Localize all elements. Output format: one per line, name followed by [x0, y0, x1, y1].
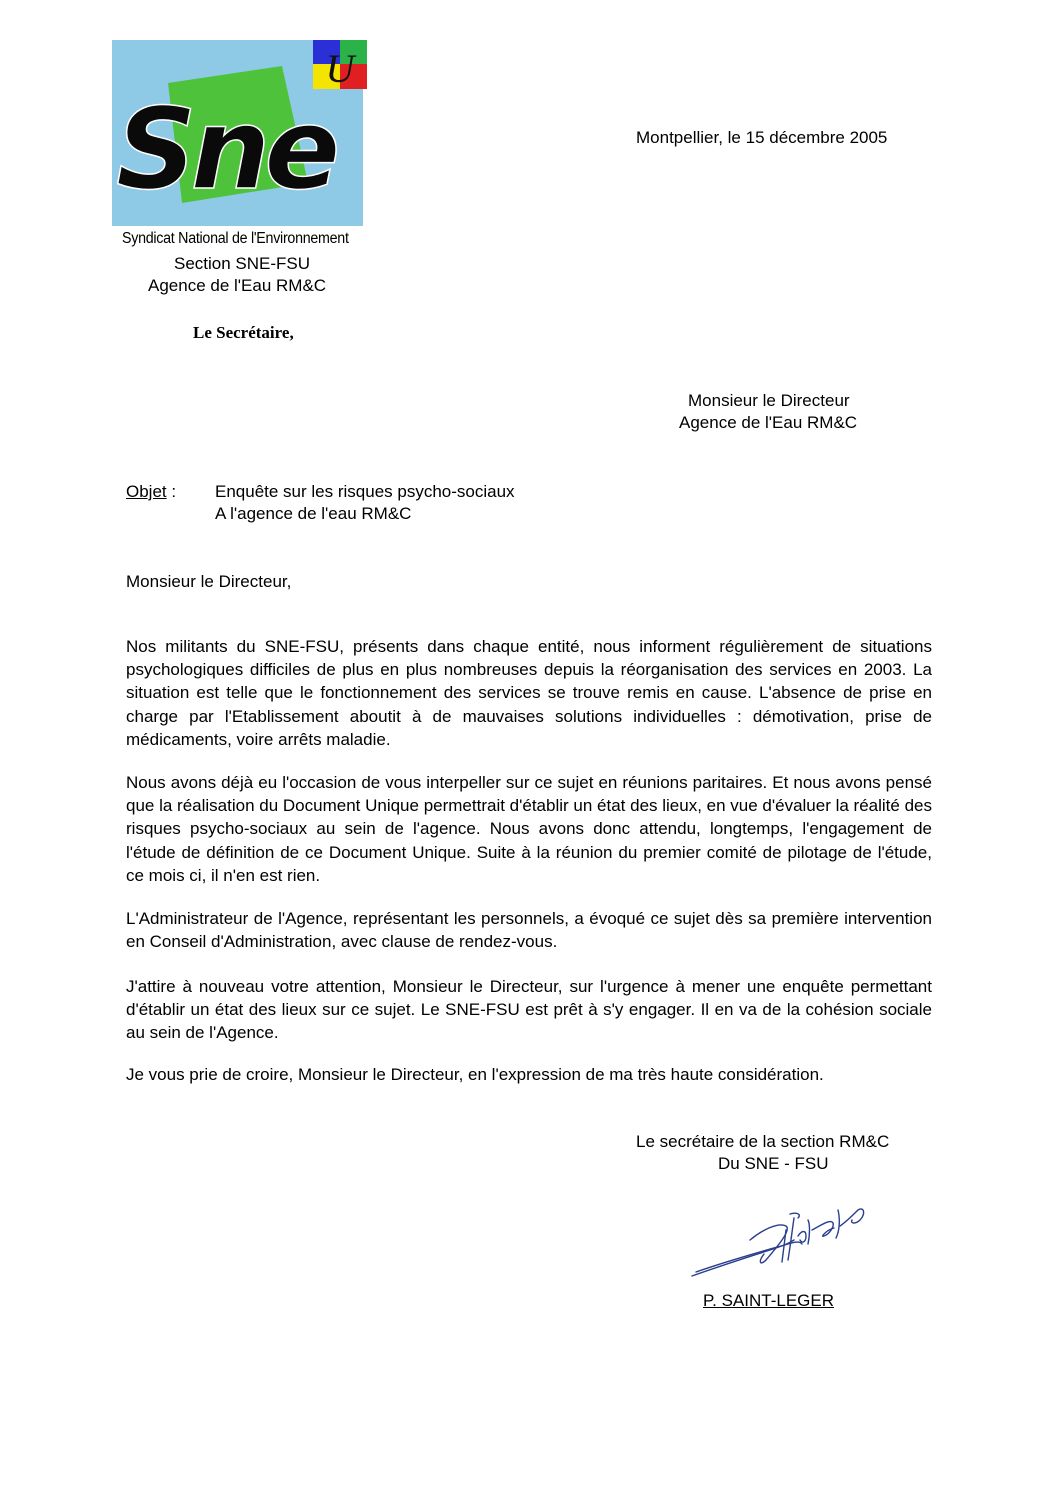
sender-agency: Agence de l'Eau RM&C	[148, 276, 327, 295]
sne-logo	[112, 38, 374, 226]
object-label-separator: :	[166, 482, 177, 501]
body-paragraph: J'attire à nouveau votre attention, Monsieur le Directeur, sur l'urgence à mener une enquête permettant d'établir un état des lieux sur ce sujet. Le SNE-FSU est prêt à s'y engager. Il en va de la cohésion sociale au sein de l'Agence.	[126, 977, 932, 1043]
fsu-badge	[313, 40, 367, 91]
recipient-line-1: Monsieur le Directeur	[688, 391, 850, 410]
handwritten-signature	[690, 1200, 875, 1285]
body-paragraph: L'Administrateur de l'Agence, représentant les personnels, a évoqué ce sujet dès sa première intervention en Conseil d'Administration, avec clause de rendez-vous.	[126, 909, 932, 952]
closing-line-2: Du SNE - FSU	[718, 1154, 829, 1173]
organization-name: Syndicat National de l'Environnement	[122, 230, 349, 247]
recipient-line-2: Agence de l'Eau RM&C	[679, 413, 858, 432]
letter-date: Montpellier, le 15 décembre 2005	[636, 128, 888, 147]
salutation: Monsieur le Directeur,	[126, 572, 292, 591]
signer-name: P. SAINT-LEGER	[703, 1291, 835, 1310]
body-paragraph: Nos militants du SNE-FSU, présents dans chaque entité, nous informent régulièrement de situations psychologiques difficiles de plus en plus nombreuses depuis la réorganisation des services en 2003. La situation est telle que le fonctionnement des services se trouve remis en cause. L'absence de prise en charge par l'Etablissement aboutit à de mauvaises solutions individuelles : démotivation, prise de médicaments, voire arrêts maladie.	[126, 637, 932, 749]
closing-line-1: Le secrétaire de la section RM&C	[636, 1132, 890, 1151]
body-paragraph: Je vous prie de croire, Monsieur le Directeur, en l'expression de ma très haute considération.	[126, 1065, 824, 1084]
object-line-2: A l'agence de l'eau RM&C	[215, 504, 412, 523]
body-paragraph: Nous avons déjà eu l'occasion de vous interpeller sur ce sujet en réunions paritaires. Et nous avons pensé que la réalisation du Document Unique permettrait d'établir un état des lieux, en vue d'évaluer la réalité des risques psycho-sociaux au sein de l'agence. Nous avons donc attendu, longtemps, l'engagement de l'étude de définition de ce Document Unique. Suite à la réunion du premier comité de pilotage de l'étude, ce mois ci, il n'en est rien.	[126, 773, 932, 885]
object-line-1: Enquête sur les risques psycho-sociaux	[215, 482, 515, 501]
object-label	[126, 480, 176, 504]
object-label-word: Objet	[126, 482, 167, 501]
fsu-badge-letter: U	[325, 46, 355, 91]
logo-wordmark: Sne	[116, 85, 335, 215]
section-name: Section SNE-FSU	[174, 254, 311, 273]
sender-title: Le Secrétaire,	[193, 323, 294, 342]
